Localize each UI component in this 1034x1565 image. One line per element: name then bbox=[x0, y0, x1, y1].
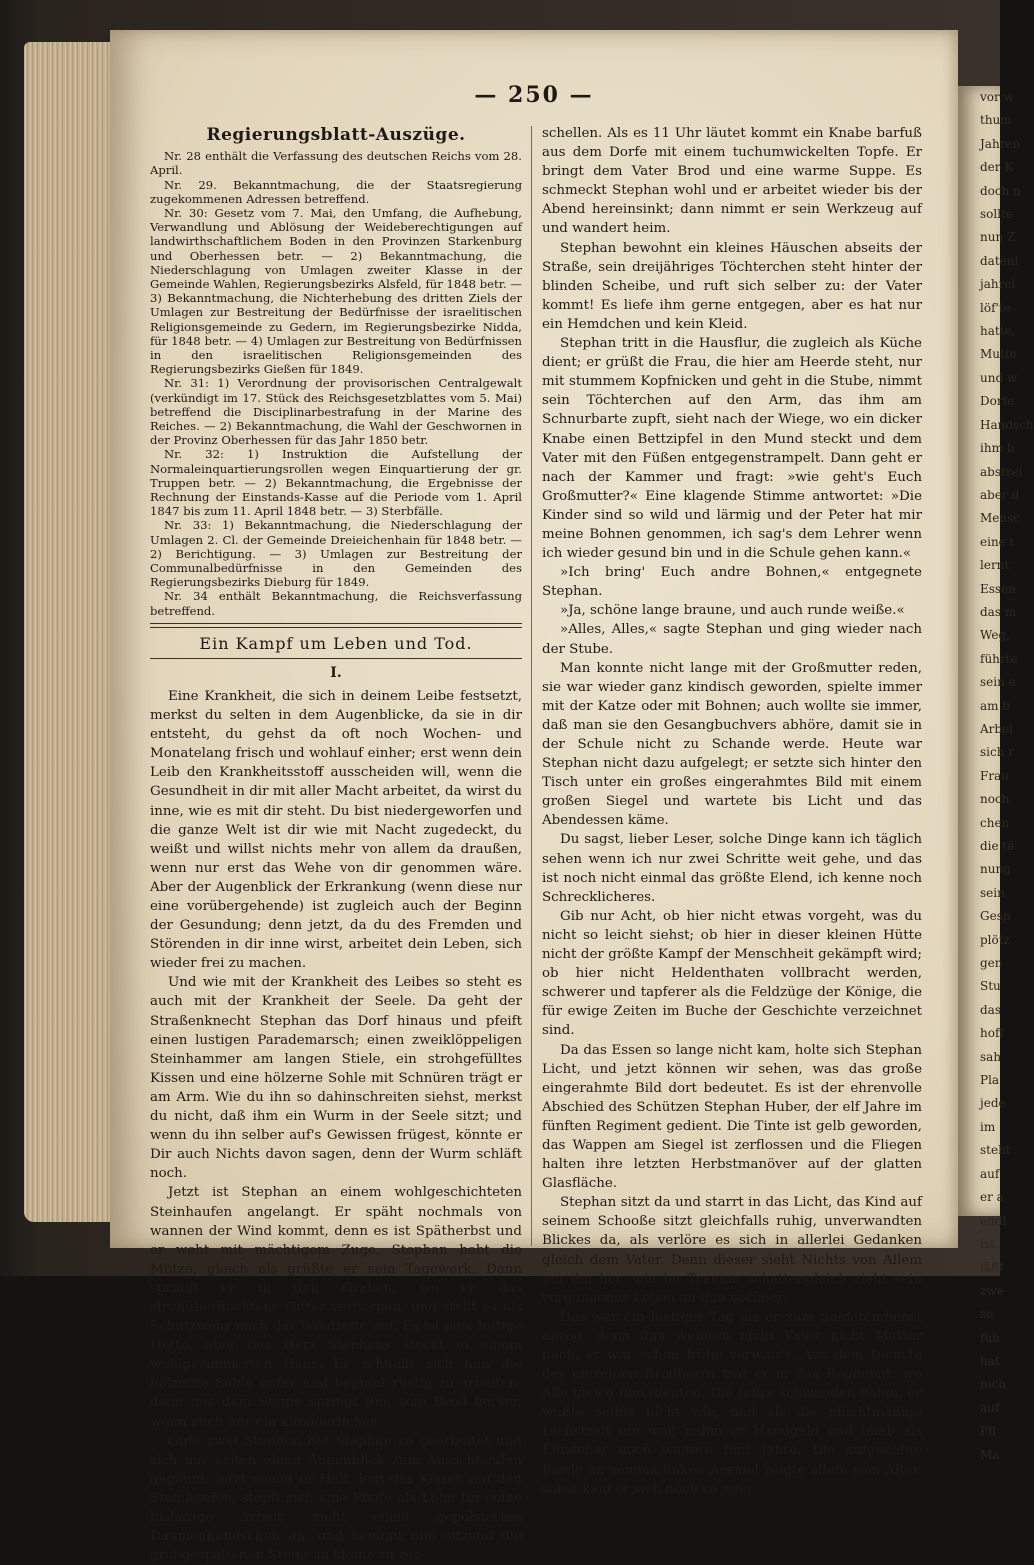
next-page-fragment: auf bbox=[980, 1400, 1000, 1415]
next-page-fragment: Mensc bbox=[980, 511, 1020, 526]
story-paragraph: »Alles, Alles,« sagte Stephan und ging wieder nach der Stube. bbox=[542, 622, 922, 657]
story-paragraph: schellen. Als es 11 Uhr läutet kommt ein Knabe barfuß aus dem Dorfe mit einem tuchumwickelten Topfe. Er bringt dem Vater Brod und eine warme Suppe. Es schmeckt Stephan wohl und er arbeitet wieder bis der Abend hereinsinkt; dann nimmt er sein Werkzeug auf und wandert heim. bbox=[542, 126, 922, 237]
next-page-fragment: sein bbox=[980, 885, 1005, 900]
title-rule bbox=[150, 658, 522, 659]
next-page-fragment: chen bbox=[980, 815, 1010, 830]
next-page-fragment: jahrel bbox=[980, 277, 1016, 292]
next-page-fragment: Pla bbox=[980, 1073, 1000, 1088]
chapter-number: I. bbox=[330, 664, 342, 681]
next-page-fragment: Weg, bbox=[980, 628, 1010, 643]
next-page-fragment: steht bbox=[980, 1143, 1011, 1158]
next-page-fragment: sah bbox=[980, 1049, 1002, 1064]
next-page-fragment: plötz bbox=[980, 932, 1010, 947]
next-page-fragment: aber d bbox=[980, 487, 1020, 502]
next-page-fragment: lernt bbox=[980, 558, 1010, 573]
next-page-fragment: und w bbox=[980, 370, 1018, 385]
notice-item: Nr. 33: 1) Bekanntmachung, die Niederschlagung der Umlagen 2. Cl. der Gemeinde Dreieichenhain für 1848 betr. — 2) Berichtigung. — 3) Umlagen zur Bestreitung der Communalbedürfnisse in den Gemeinden des Regierungsbezirks Dieburg für 1849. bbox=[150, 518, 522, 590]
next-page-fragment: auf bbox=[980, 1166, 1000, 1181]
notice-item: Nr. 29. Bekanntmachung, die der Staatsregierung zugekommenen Adressen betreffend. bbox=[150, 177, 522, 206]
next-page-edge bbox=[958, 86, 1034, 1462]
next-page-fragment: Jahren bbox=[980, 136, 1021, 151]
story-paragraph: »Ja, schöne lange braune, und auch runde weiße.« bbox=[560, 603, 905, 619]
next-page-fragment: abstrei bbox=[980, 464, 1023, 479]
next-page-fragment: hoff bbox=[980, 1026, 1004, 1041]
next-page-fragment: Handsch bbox=[980, 417, 1034, 432]
next-page-fragment: nung bbox=[980, 862, 1011, 877]
next-page-fragment: Frau bbox=[980, 768, 1009, 783]
story-paragraph: Jetzt ist Stephan an einem wohlgeschichteten Steinhaufen angelangt. Er späht nochmals von wannen der Wind kommt, denn es ist Spätherbst und er weht mit mächtigem Zuge. Stephan hebt die Mütze, gleich als grüßte er sein Tagewerk. Dann springt er in den Graben, wo er das strohüberflochtene Gitter verborgen, und stellt es als Schutzwehr nach der Windseite auf. Es ist eine luftige Hütte, aber das Herz Stephans steckt in einem wohlgezimmerten Haus. Er schnallt sich nun die hölzerne Sohle unter und beginnt rüstig zu arbeiten; denn aus dem Steine springt ihm sein Brod hervor, wenn auch nur ein kümmerliches. bbox=[150, 1185, 522, 1430]
next-page-fragment: jede bbox=[980, 1096, 1006, 1111]
story-paragraph: Da das Essen so lange nicht kam, holte sich Stephan Licht, und jetzt können wir sehen, was das große eingerahmte Bild dort bedeutet. Es ist der ehrenvolle Abschied des Schützen Stephan Huber, der elf Jahre im fünften Regiment gedient. Die Tinte ist gelb geworden, das Wappen am Siegel ist zerflossen und die Fliegen halten ihre letzten Herbstmanöver auf der glatten Glasfläche. bbox=[542, 1042, 922, 1192]
next-page-fragment: füh bbox=[980, 1330, 1000, 1345]
next-page-fragment: ist bbox=[980, 1236, 995, 1251]
next-page-fragment: das bbox=[980, 1002, 1001, 1017]
next-page-fragment: nich bbox=[980, 1377, 1007, 1392]
next-page-fragment: so bbox=[980, 1307, 994, 1322]
section-divider bbox=[150, 623, 522, 628]
story-paragraph: Stephan bewohnt ein kleines Häuschen abseits der Straße, sein dreijähriges Töchterchen steht hinter der blinden Scheibe, und ruft sich selber zu: der Vater kommt! Es liefe ihm gerne entgegen, aber es hat nur ein Hemdchen und kein Kleid. bbox=[542, 240, 922, 332]
next-page-fragment: hat bbox=[980, 1353, 1000, 1368]
next-page-fragment: Gesp bbox=[980, 909, 1011, 924]
next-page-fragment: datenl bbox=[980, 253, 1019, 268]
next-page-fragment: vor w bbox=[980, 90, 1014, 104]
next-page-fragment: Dorfe bbox=[980, 394, 1015, 409]
notice-item: Nr. 30: Gesetz vom 7. Mai, den Umfang, die Aufhebung, Verwandlung und Ablösung der Weideberechtigungen auf landwirthschaftlichem Boden in den Provinzen Starkenburg und Oberhessen betr. — 2) Bekanntmachung, die Niederschlagung von Umlagen zweiter Klasse in der Gemeinde Wahlen, Regierungsbezirks Alsfeld, für 1848 betr. — 3) Bekanntmachung, die Nichterhebung des dritten Ziels der Umlagen zur Bestreitung der Bedürfnisse der israelitischen Religionsgemeinde zu Gedern, im Regierungsbezirke Nidda, für 1848 betr. — 4) Umlagen zur Bestreitung von Bedürfnissen in den israelitischen Religionsgemeinden des Regierungsbezirks Gießen für 1849. bbox=[150, 205, 522, 377]
next-page-fragment: Essen bbox=[980, 581, 1016, 596]
notice-item: Nr. 32: 1) Instruktion die Aufstellung der Normaleinquartierungsrollen wegen Einquartierung der gr. Truppen betr. — 2) Bekanntmachung, die Ergebnisse der Rechnung der Einstands-Kasse auf die Periode vom 1. April 1847 bis zum 11. April 1848 betr. — 3) Sterbfälle. bbox=[150, 447, 522, 519]
right-column bbox=[542, 124, 922, 1499]
column-divider bbox=[531, 126, 532, 1246]
next-page-fragment: nun Z bbox=[980, 230, 1016, 245]
notice-item: Nr. 31: 1) Verordnung der provisorischen Centralgewalt (verkündigt im 17. Stück des Reichsgesetzblattes vom 5. Mai) betreffend die Disciplinarbestrafung in der Marine des Reiches. — 2) Bekanntmachung, die Wahl der Geschwornen in der Provinz Oberhessen für das Jahr 1850 betr. bbox=[150, 376, 522, 448]
next-page-fragment: endl bbox=[980, 1213, 1007, 1228]
next-page-fragment: gen bbox=[980, 956, 1003, 971]
story-paragraph: Man konnte nicht lange mit der Großmutter reden, sie war wieder ganz kindisch geworden, spielte immer mit der Katze oder mit Bohnen; auch wollte sie immer, daß man sie den Gesangbuchvers abhöre, damit sie in der Schule nicht zu Schande werde. Heute war Stephan nicht dazu aufgelegt; er setzte sich hinter den Tisch unter ein großes eingerahmtes Bild mit einem großen Siegel und wartete bis Licht und das Abendessen käme. bbox=[542, 660, 922, 829]
next-page-fragment: ihm b bbox=[980, 441, 1015, 456]
next-page-fragment: das m bbox=[980, 604, 1017, 619]
next-page-fragment: noch bbox=[980, 792, 1010, 807]
next-page-fragment: läßt bbox=[980, 1260, 1004, 1275]
story-paragraph: Eine Krankheit, die sich in deinem Leibe festsetzt, merkst du selten in dem Augenblicke, da sie in dir entsteht, du gehst da oft noch Wochen- und Monatelang frisch und wohlauf einher; erst wenn dein Leib den Krankheitsstoff ausscheiden will, wenn die Gesundheit in dir mit aller Macht arbeitet, da wirst du inne, wie es mit dir steht. Du bist niedergeworfen und die ganze Welt ist dir wie mit Nacht zugedeckt, du weißt und willst nichts mehr von allem da draußen, wenn nur erst das Wehe von dir genommen wäre. Aber der Augenblick der Erkrankung (wenn diese nur eine vorübergehende) ist zugleich auch der Beginn der Gesundung; denn jetzt, da du des Fremden und Störenden in dir inne wirst, arbeitet dein Leben, sich wieder frei zu machen. bbox=[150, 688, 522, 972]
left-paragraphs bbox=[150, 687, 522, 1565]
next-page-fragment: thum bbox=[980, 113, 1012, 128]
book-page bbox=[110, 30, 958, 1564]
notice-item: Nr. 34 enthält Bekanntmachung, die Reichsverfassung betreffend. bbox=[150, 589, 522, 618]
next-page-fragment: Stu bbox=[980, 979, 1001, 994]
next-page-fragment: hatte, bbox=[980, 324, 1016, 339]
story-paragraph: »Ich bring' Euch andre Bohnen,« entgegnete Stephan. bbox=[542, 565, 922, 600]
next-page-fragment: im bbox=[980, 1119, 996, 1134]
next-page-fragment: Pfl bbox=[980, 1424, 997, 1439]
story-paragraph: Das war ein lustiger Tag als er zum Soldatendienst abzog, denn ihm weinten nicht Vater nicht Mutter nach, er war schon frühe verwais't. Aus dem Dienste des einzelnen Brodherrn trat er in das Regiment, wo Alle gleich ihm dienten. Die Jahre schwanden dahin, er wußte selbst nicht wie, und als die pflichtmäßige Dienstzeit um war, nahm er Handgeld und blieb als Einsteher noch weitere fünf Jahre. Die aufgenähte Borde an seinem linken Aermel zeigte allein sein Alter, sonst kam er sich noch so jung bbox=[542, 1309, 922, 1497]
next-page-fragment: Ma bbox=[980, 1447, 1000, 1462]
next-page-fragment: am li bbox=[980, 698, 1011, 713]
next-page-fragment: sollte bbox=[980, 207, 1013, 222]
next-page-fragment: die tä bbox=[980, 839, 1015, 853]
story-paragraph: Gute zwei Stunden hat Stephan so gearbeitet und sich nur selten einen Augenblick zum Ausschnaufen gegönnt; jetzt macht er Halt, legt das Kissen auf den Steinhaufen, stopft sich eine Pfeife als Lohn für seine bisherige Arbeit, zieht einen gepolsterten Daumenhandschuh an, und beginnt nun sitzend die grobgespaltenen Steine in kleine zu zer- bbox=[150, 1433, 522, 1564]
next-page-fragment: der K bbox=[980, 160, 1014, 175]
next-page-fragment: Arbei bbox=[980, 721, 1014, 736]
next-page-fragment: sein e bbox=[980, 675, 1016, 690]
next-page-fragment: zwe bbox=[980, 1283, 1004, 1298]
next-page-fragment: eine t bbox=[980, 534, 1015, 549]
next-page-fragment: führte bbox=[980, 651, 1018, 666]
next-page-fragment: er a bbox=[980, 1190, 1004, 1205]
section-heading: Regierungsblatt-Auszüge. bbox=[206, 125, 466, 145]
left-column bbox=[150, 124, 522, 1565]
story-paragraph: Stephan sitzt da und starrt in das Licht, das Kind auf seinem Schooße sitzt gleichfalls ruhig, unverwandten Blickes da, als verlöre es sich in allerlei Gedanken gleich dem Vater. Denn dieser sieht Nichts von Allem um ihn her, wie im Traume schattengleich zieht sein vergangenes Leben an ihm vorüber. bbox=[542, 1195, 922, 1306]
notice-item: Nr. 28 enthält die Verfassung des deutschen Reichs vom 28. April. bbox=[150, 149, 522, 178]
story-title: Ein Kampf um Leben und Tod. bbox=[199, 633, 473, 653]
story-paragraph: Du sagst, lieber Leser, solche Dinge kann ich täglich sehen wenn ich nur zwei Schritte weit gehe, und das ist noch nicht einmal das größte Elend, ich kenne noch Schrecklicheres. bbox=[542, 832, 922, 905]
next-page-fragment: löf'te bbox=[980, 300, 1011, 315]
page-number: — 250 — bbox=[474, 82, 594, 108]
story-paragraph: Stephan tritt in die Hausflur, die zugleich als Küche dient; er grüßt die Frau, die hier am Heerde steht, nur mit stummem Kopfnicken und geht in die Stube, nimmt sein Töchterchen auf den Arm, das ihm am Schnurbarte zupft, sieht nach der Wiege, wo ein dicker Knabe einen Bettzipfel in den Mund steckt und dem Vater mit den Füßen entgegenstrampelt. Dann geht er nach der Kammer und fragt: »wie geht's Euch Großmutter?« Eine klagende Stimme antwortet: »Die Kinder sind so wild und lärmig und der Peter hat mir meine Bohnen genommen, ich sag's dem Lehrer wenn ich wieder gesund bin und in die Schule gehen kann.« bbox=[542, 336, 922, 562]
next-page-fragment: doch n bbox=[980, 183, 1021, 198]
next-page-fragment: Mutte bbox=[980, 347, 1017, 362]
story-paragraph: Und wie mit der Krankheit des Leibes so steht es auch mit der Krankheit der Seele. Da geht der Straßenknecht Stephan das Dorf hinaus und pfeift einen lustigen Parademarsch; einen zweiklöppeligen Steinhammer am langen Stiele, ein strohgefülltes Kissen und eine hölzerne Sohle mit Schnüren trägt er am Arm. Wie du ihn so dahinschreiten siehst, merkst du nicht, daß ihm ein Wurm in der Seele sitzt; und wenn du ihn selber auf's Gewissen frügest, könnte er Dir auch Nichts davon sagen, denn der Wurm schläft noch. bbox=[150, 975, 522, 1182]
notices-list bbox=[150, 149, 522, 618]
next-page-fragment: sich r bbox=[980, 745, 1014, 760]
story-paragraph: Gib nur Acht, ob hier nicht etwas vorgeht, was du nicht so leicht siehst; ob hier in dieser kleinen Hütte nicht der größte Kampf der Menschheit gekämpft wird; ob hier nicht Heldenthaten vollbracht werden, schwerer und tapferer als die Feldzüge der Könige, die für ewige Zeiten im Buche der Geschichte verzeichnet sind. bbox=[542, 908, 922, 1039]
